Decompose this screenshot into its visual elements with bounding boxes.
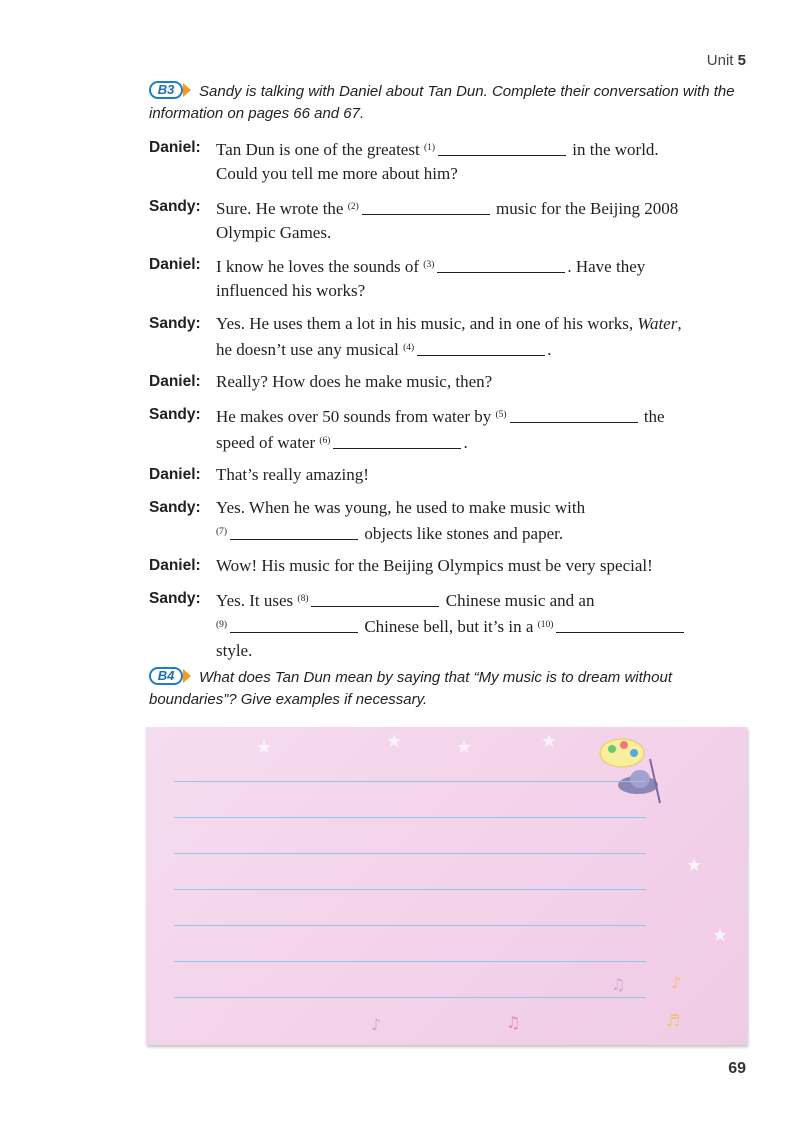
text: speed of water: [216, 432, 316, 452]
writing-line: [174, 781, 646, 782]
dialogue-text: [216, 554, 756, 578]
star-icon: ★: [541, 731, 558, 752]
work-title: Water: [637, 313, 678, 333]
text: . Have they: [567, 257, 646, 276]
text: in the world.: [572, 140, 659, 159]
b4-instruction: [149, 667, 749, 711]
dialogue-text: [216, 403, 756, 455]
dialogue-line: [149, 587, 759, 663]
text: Olympic Games.: [216, 222, 332, 242]
music-note-icon: ♬: [666, 1011, 681, 1030]
writing-area[interactable]: [146, 727, 747, 1045]
dialogue-line: [149, 195, 759, 245]
answer-blank-6[interactable]: [333, 435, 461, 449]
b3-instruction: [149, 81, 749, 125]
star-icon: ★: [256, 737, 273, 758]
dialogue-text: [216, 370, 756, 394]
blank-number: (10): [537, 619, 554, 630]
b4-badge-label: B4: [149, 667, 183, 685]
b4-instruction-text: What does Tan Dun mean by saying that “My music is to dream without boundaries”? Give examples if necessary.: [149, 669, 672, 708]
writing-line: [174, 997, 646, 998]
dialogue-text: [216, 312, 756, 362]
star-icon: ★: [712, 925, 729, 946]
play-arrow-icon: [183, 669, 191, 683]
speaker-name: Daniel:: [149, 139, 201, 156]
star-icon: ★: [456, 737, 473, 758]
writing-line: [174, 961, 646, 962]
text: Yes. He uses them a lot in his music, and in one of his works,: [216, 313, 634, 333]
text: That’s really amazing!: [216, 465, 369, 484]
text: influenced his works?: [216, 281, 366, 300]
answer-blank-3[interactable]: [437, 259, 565, 273]
text: Yes. It uses: [216, 590, 294, 610]
b3-badge: [149, 81, 193, 99]
speaker-name: Sandy:: [149, 589, 201, 607]
conversation: [149, 136, 759, 671]
speaker-name: Sandy:: [149, 197, 201, 215]
dialogue-line: [149, 253, 759, 303]
speaker-name: Daniel:: [149, 256, 201, 273]
answer-blank-5[interactable]: [510, 409, 638, 423]
speaker-name: Daniel:: [149, 557, 201, 574]
b4-badge: [149, 667, 193, 685]
text: the: [643, 406, 665, 426]
text: Really? How does he make music, then?: [216, 372, 493, 391]
text: Sure. He wrote the: [216, 198, 344, 218]
b3-badge-label: B3: [149, 81, 183, 99]
speaker-name: Sandy:: [149, 498, 201, 516]
answer-blank-1[interactable]: [438, 142, 566, 156]
blank-number: (3): [423, 260, 435, 270]
blank-number: (7): [216, 526, 228, 537]
text: Yes. When he was young, he used to make music with: [216, 497, 586, 517]
text: .: [547, 339, 552, 359]
text: I know he loves the sounds of: [216, 257, 420, 276]
text: Chinese bell, but it’s in a: [364, 616, 534, 636]
b3-instruction-text: Sandy is talking with Daniel about Tan Dun. Complete their conversation with the information on pages 66 and 67.: [149, 83, 735, 122]
dialogue-text: [216, 496, 756, 546]
blank-number: (6): [319, 435, 331, 446]
dialogue-line: [149, 554, 759, 578]
star-icon: ★: [386, 731, 403, 752]
answer-blank-7[interactable]: [230, 526, 358, 540]
unit-number: 5: [737, 52, 746, 69]
unit-label: Unit: [706, 52, 734, 69]
answer-blank-9[interactable]: [230, 619, 358, 633]
dialogue-line: [149, 370, 759, 394]
text: style.: [216, 640, 253, 660]
music-note-icon: ♪: [371, 1015, 382, 1034]
text: Wow! His music for the Beijing Olympics must be very special!: [216, 556, 653, 575]
speaker-name: Sandy:: [149, 405, 201, 423]
painter-palette-icon: [594, 733, 664, 805]
answer-blank-10[interactable]: [556, 619, 684, 633]
play-arrow-icon: [183, 83, 191, 97]
text: ,: [677, 313, 682, 333]
answer-blank-4[interactable]: [417, 342, 545, 356]
text: music for the Beijing 2008: [496, 198, 679, 218]
speaker-name: Daniel:: [149, 373, 201, 390]
writing-line: [174, 925, 646, 926]
text: Could you tell me more about him?: [216, 164, 458, 183]
text: Chinese music and an: [445, 590, 595, 610]
blank-number: (2): [347, 201, 359, 212]
text: he doesn’t use any musical: [216, 339, 399, 359]
dialogue-line: [149, 496, 759, 546]
page-number: 69: [728, 1060, 746, 1077]
music-note-icon: ♫: [611, 975, 626, 994]
dialogue-line: [149, 403, 759, 455]
dialogue-text: [216, 463, 756, 487]
dialogue-text: [216, 136, 756, 186]
answer-blank-8[interactable]: [311, 593, 439, 607]
dialogue-line: [149, 463, 759, 487]
speaker-name: Daniel:: [149, 466, 201, 483]
dialogue-text: [216, 587, 756, 663]
blank-number: (4): [403, 342, 415, 353]
text: .: [463, 432, 468, 452]
blank-number: (9): [216, 619, 228, 630]
music-note-icon: ♪: [671, 973, 682, 992]
text: objects like stones and paper.: [364, 523, 564, 543]
dialogue-line: [149, 136, 759, 186]
speaker-name: Sandy:: [149, 314, 201, 332]
dialogue-text: [216, 195, 756, 245]
blank-number: (5): [495, 409, 507, 420]
blank-number: (8): [297, 593, 309, 604]
text: He makes over 50 sounds from water by: [216, 406, 492, 426]
writing-line: [174, 853, 646, 854]
writing-line: [174, 817, 646, 818]
music-note-icon: ♫: [506, 1013, 521, 1032]
blank-number: (1): [423, 143, 436, 153]
dialogue-line: [149, 312, 759, 362]
unit-header: [707, 52, 746, 69]
text: Tan Dun is one of the greatest: [216, 140, 420, 159]
writing-line: [174, 889, 646, 890]
dialogue-text: [216, 253, 756, 303]
star-icon: ★: [686, 855, 703, 876]
answer-blank-2[interactable]: [362, 201, 490, 215]
